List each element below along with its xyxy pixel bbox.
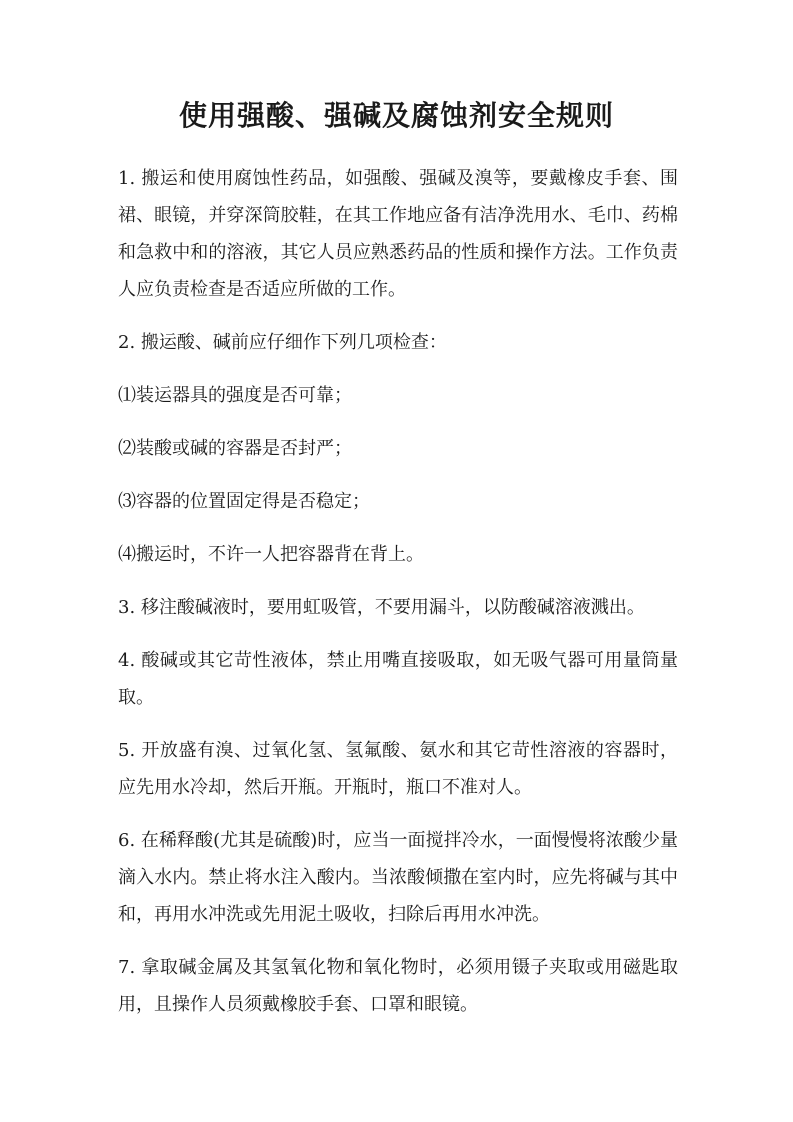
document-body <box>118 160 678 1039</box>
rule-4: 4. 酸碱或其它苛性液体，禁止用嘴直接吸取，如无吸气器可用量筒量取。 <box>118 650 678 708</box>
check-item-1: ⑴装运器具的强度是否可靠； <box>118 385 352 406</box>
document-title: 使用强酸、强碱及腐蚀剂安全规则 <box>178 99 614 132</box>
rule-6: 6. 在稀释酸(尤其是硫酸)时，应当一面搅拌冷水，一面慢慢将浓酸少量滴入水内。禁止将水注入酸内。当浓酸倾撒在室内时，应先将碱与其中和，再用水冲洗或先用泥土吸收，扫除后再用水冲洗。 <box>118 830 678 925</box>
check-item-3: ⑶容器的位置固定得是否稳定； <box>118 491 370 512</box>
rule-1: 1. 搬运和使用腐蚀性药品，如强酸、强碱及溴等，要戴橡皮手套、围裙、眼镜，并穿深筒胶鞋，在其工作地应备有洁净洗用水、毛巾、药棉和急救中和的溶液，其它人员应熟悉药品的性质和操作方法。工作负责人应负责检查是否适应所做的工作。 <box>118 168 678 300</box>
rule-7: 7. 拿取碱金属及其氢氧化物和氧化物时，必须用镊子夹取或用磁匙取用，且操作人员须戴橡胶手套、口罩和眼镜。 <box>118 957 678 1015</box>
rule-2: 2. 搬运酸、碱前应仔细作下列几项检查： <box>118 332 447 353</box>
rule-5: 5. 开放盛有溴、过氧化氢、氢氟酸、氨水和其它苛性溶液的容器时，应先用水冷却，然后开瓶。开瓶时，瓶口不准对人。 <box>118 740 678 798</box>
rule-3: 3. 移注酸碱液时，要用虹吸管，不要用漏斗，以防酸碱溶液溅出。 <box>118 597 645 618</box>
check-item-2: ⑵装酸或碱的容器是否封严； <box>118 438 352 459</box>
check-item-4: ⑷搬运时，不许一人把容器背在背上。 <box>118 544 424 565</box>
